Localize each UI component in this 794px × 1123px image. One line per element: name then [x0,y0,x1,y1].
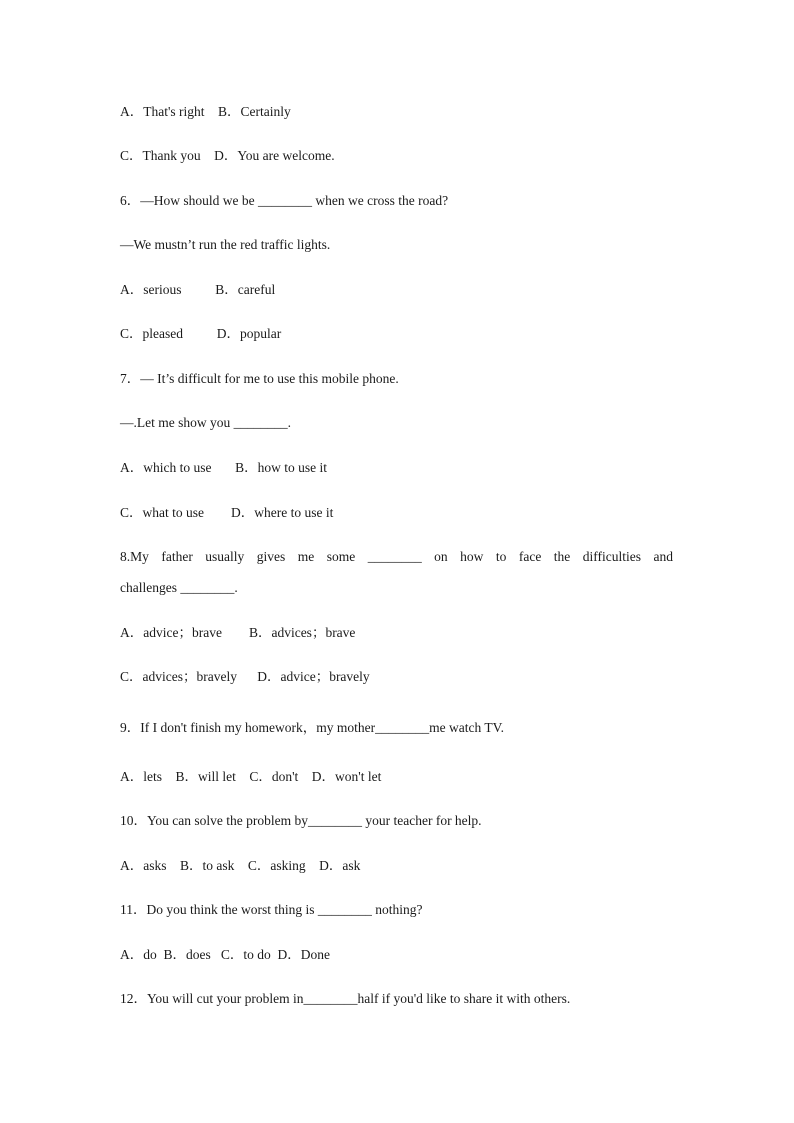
q10-options: A．asks B．to ask C．asking D．ask [120,858,361,873]
q6-options-cd: C．pleased D．popular [120,326,282,341]
q10-question: 10．You can solve the problem by________ your teacher for help. [120,813,482,828]
q8-question-line1: 8.My father usually gives me some ________ on how to face the difficulties and [120,549,673,564]
q11-options: A．do B．does C．to do D．Done [120,947,330,962]
q8-options-cd: C．advices；bravely D．advice；bravely [120,669,370,684]
q8-options-ab: A．advice；brave B．advices；brave [120,625,356,640]
q6-question: 6．—How should we be ________ when we cross the road? [120,193,449,208]
q9-question: 9．If I don't finish my homework，my mother________me watch TV. [120,720,505,735]
q6-options-ab: A．serious B．careful [120,282,276,297]
q9-options: A．lets B．will let C．don't D．won't let [120,769,382,784]
q5-options-cd: C．Thank you D．You are welcome. [120,148,335,163]
q11-question: 11．Do you think the worst thing is ________ nothing? [120,902,423,917]
q5-options-ab: A．That's right B．Certainly [120,104,291,119]
q7-question: 7．— It’s difficult for me to use this mobile phone. [120,371,399,386]
q8-question-line2: challenges ________. [120,580,238,595]
q7-options-cd: C．what to use D．where to use it [120,505,334,520]
q6-response: —We mustn’t run the red traffic lights. [120,237,331,252]
q7-options-ab: A．which to use B．how to use it [120,460,327,475]
q7-response: —.Let me show you ________. [120,415,291,430]
q12-question: 12．You will cut your problem in________half if you'd like to share it with others. [120,991,571,1006]
